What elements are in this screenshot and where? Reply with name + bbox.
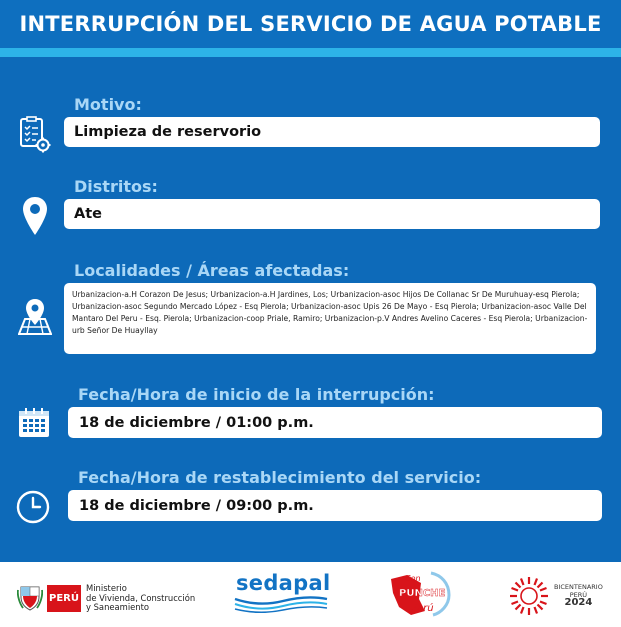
checklist-gear-icon (18, 115, 52, 153)
svg-text:Perú: Perú (411, 603, 434, 614)
restablecimiento-value: 18 de diciembre / 09:00 p.m. (68, 490, 602, 521)
bicentenario-sun-icon (508, 575, 550, 617)
distritos-value: Ate (64, 199, 600, 229)
svg-text:Con: Con (405, 574, 421, 583)
sedapal-waves-icon (233, 595, 329, 613)
map-pin-icon (18, 297, 52, 335)
localidades-value: Urbanizacion-a.H Corazon De Jesus; Urbanizacion-a.H Jardines, Los; Urbanizacion-asoc Hijos De Collanac Sr De Muruhuay-esq Pierola; Urbanizacion-asoc Segundo Mercado López - Esq Pierola; Urbanizacion-asoc Upis 26 De Mayo - Esq Pierola; Urbanizacion-asoc Valle Del Mantaro Del Peru - Esq. Pierola; Urbanizacion-coop Priale, Ramiro; Urbanizacion-p.V Andres Avelino Caceres - Esq Pierola; Urbanizacion-urb Señor De Huayllay (64, 283, 596, 354)
con-punche-peru-logo (385, 571, 455, 617)
motivo-label: Motivo: (74, 95, 142, 114)
location-pin-icon (22, 196, 48, 236)
peru-coat-of-arms-icon (17, 584, 43, 612)
bicentenario-logo-text: BICENTENARIO PERÚ 2024 (554, 583, 603, 608)
clock-icon (16, 490, 50, 524)
inicio-value: 18 de diciembre / 01:00 p.m. (68, 407, 602, 438)
motivo-value: Limpieza de reservorio (64, 117, 600, 147)
title-accent-stripe (0, 48, 621, 57)
calendar-icon (18, 408, 50, 438)
inicio-label: Fecha/Hora de inicio de la interrupción: (78, 385, 435, 404)
peru-logo-box: PERÚ (47, 585, 81, 612)
localidades-label: Localidades / Áreas afectadas: (74, 261, 350, 280)
page-title: INTERRUPCIÓN DEL SERVICIO DE AGUA POTABLE (0, 0, 621, 48)
distritos-label: Distritos: (74, 177, 158, 196)
sedapal-logo: sedapal (236, 571, 331, 595)
ministerio-name: Ministerio de Vivienda, Construcción y Saneamiento (86, 583, 196, 612)
svg-text:PUNCHE: PUNCHE (399, 588, 446, 599)
restablecimiento-label: Fecha/Hora de restablecimiento del servicio: (78, 468, 482, 487)
